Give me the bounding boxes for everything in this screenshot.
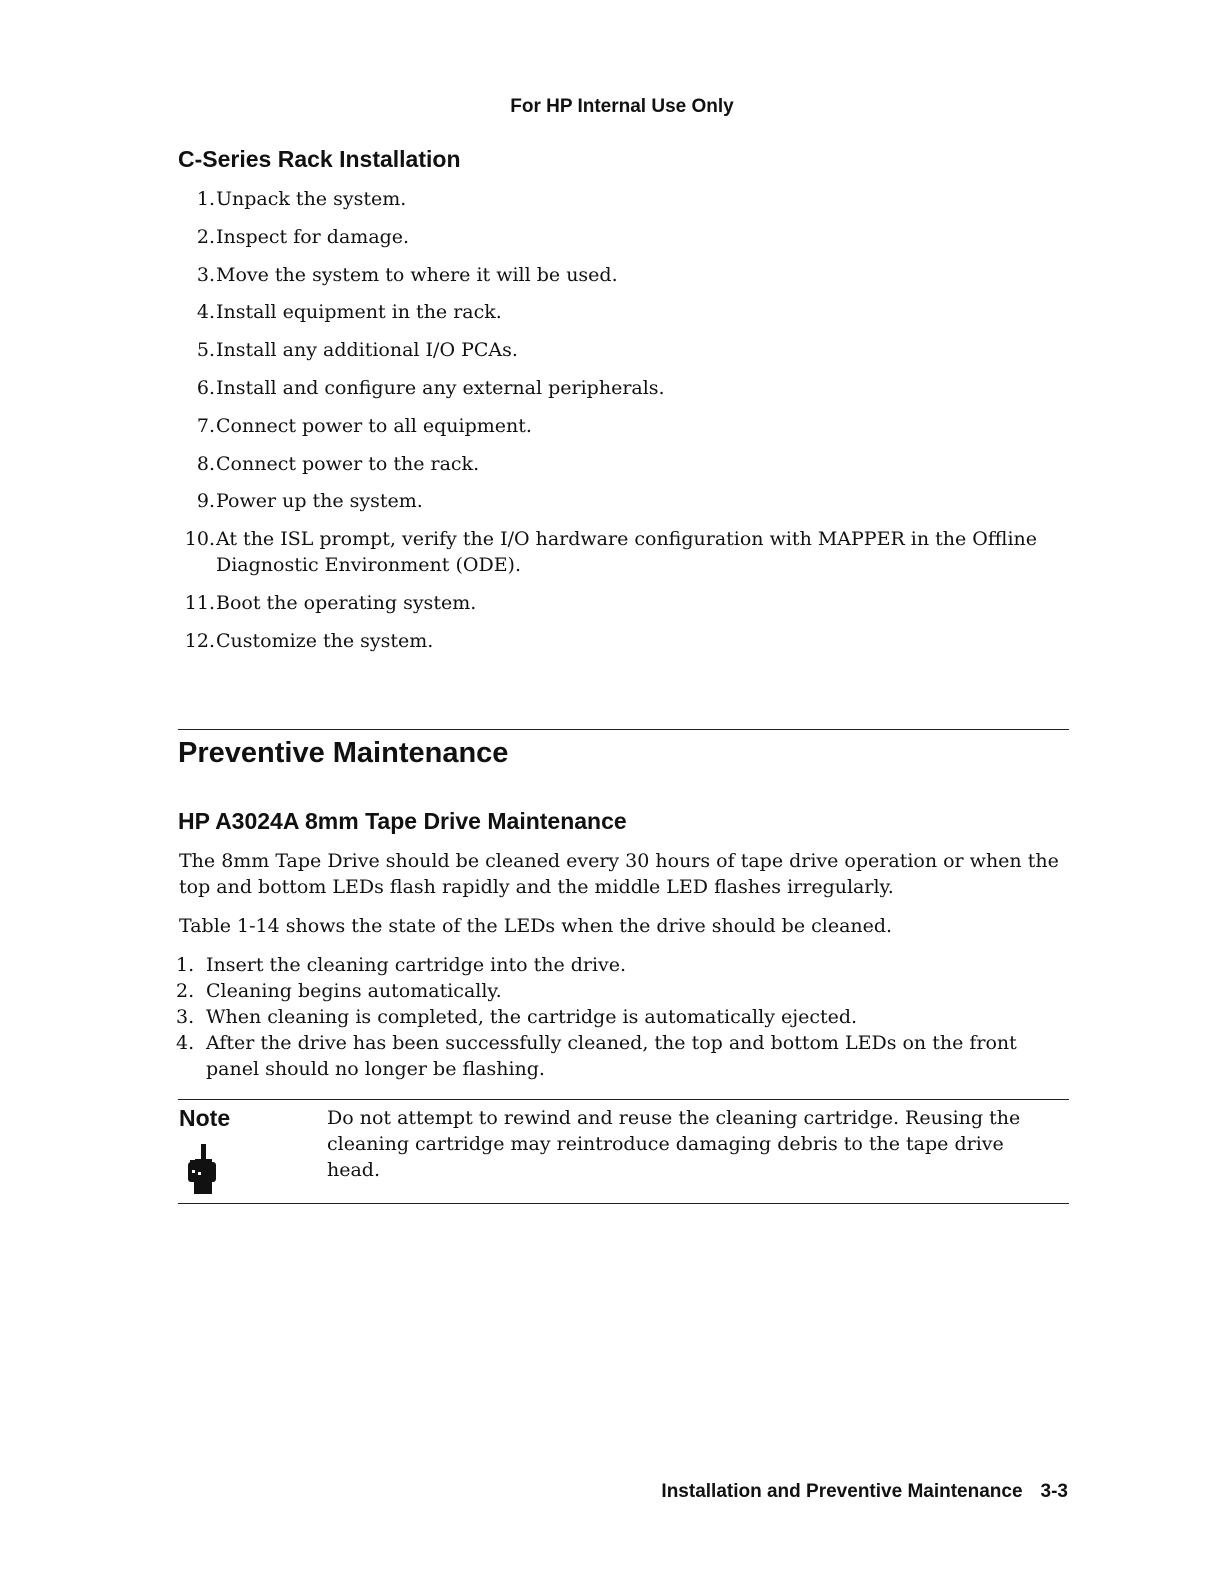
step-number: 8. [196, 452, 215, 475]
note-bottom-rule [178, 1203, 1069, 1204]
page-footer [661, 1481, 1068, 1503]
step-text: Inspect for damage. [216, 225, 410, 248]
confidential-header: For HP Internal Use Only [510, 96, 734, 117]
list-item [176, 1030, 1066, 1082]
step-number: 5. [196, 339, 215, 362]
table-reference: Table 1-14 shows the state of the LEDs when the drive should be cleaned. [179, 915, 893, 937]
note-label: Note [179, 1105, 231, 1131]
step-number: 4. [176, 1032, 195, 1054]
section-divider [178, 729, 1069, 730]
step-number: 10. [184, 528, 215, 551]
step-text: Install equipment in the rack. [216, 301, 502, 324]
footer-chapter: Installation and Preventive Maintenance [661, 1481, 1023, 1502]
list-item [172, 186, 1062, 212]
page-number: 3-3 [1040, 1481, 1068, 1502]
step-number: 11. [184, 591, 215, 614]
list-item [172, 526, 1062, 578]
step-text: When cleaning is completed, the cartridge is automatically ejected. [206, 1006, 858, 1028]
step-text: After the drive has been successfully cleaned, the top and bottom LEDs on the front panel should no longer be flashing. [206, 1032, 1017, 1080]
list-item [172, 590, 1062, 616]
step-number: 1. [196, 188, 215, 210]
step-text: Cleaning begins automatically. [206, 980, 502, 1002]
step-text: Connect power to the rack. [216, 452, 480, 475]
step-number: 9. [196, 490, 215, 513]
step-number: 2. [176, 980, 195, 1002]
list-item [172, 628, 1062, 654]
list-item [176, 1004, 1066, 1030]
list-item [176, 952, 1066, 978]
pointing-hand-icon [186, 1140, 220, 1200]
list-item [176, 978, 1066, 1004]
list-item [172, 299, 1062, 325]
tape-drive-intro: The 8mm Tape Drive should be cleaned every 30 hours of tape drive operation or when the top and bottom LEDs flash rapidly and the middle LED flashes irregularly. [179, 850, 1059, 898]
step-number: 3. [176, 1006, 195, 1028]
note-text: Do not attempt to rewind and reuse the cleaning cartridge. Reusing the cleaning cartridge may reintroduce damaging debris to the tape drive head. [327, 1107, 1021, 1181]
step-number: 4. [196, 301, 215, 324]
step-text: At the ISL prompt, verify the I/O hardware configuration with MAPPER in the Offline Diagnostic Environment (ODE). [216, 528, 1038, 577]
list-item [172, 375, 1062, 401]
list-item [172, 224, 1062, 250]
step-text: Install any additional I/O PCAs. [216, 339, 518, 362]
note-top-rule [178, 1099, 1069, 1100]
subsection-title-tape-drive: HP A3024A 8mm Tape Drive Maintenance [178, 808, 627, 834]
step-text: Boot the operating system. [216, 591, 477, 614]
step-number: 12. [184, 629, 215, 652]
step-text: Move the system to where it will be used. [216, 263, 618, 286]
section-title-preventive-maintenance: Preventive Maintenance [178, 737, 509, 769]
list-item [172, 413, 1062, 439]
step-text: Install and configure any external peripherals. [216, 376, 665, 399]
list-item [172, 451, 1062, 477]
cleaning-steps [176, 952, 1066, 1082]
step-number: 3. [196, 263, 215, 286]
list-item [172, 337, 1062, 363]
list-item [172, 262, 1062, 288]
step-text: Customize the system. [216, 629, 434, 652]
step-text: Power up the system. [216, 490, 423, 513]
list-item [172, 488, 1062, 514]
step-number: 1. [176, 954, 195, 976]
step-text: Insert the cleaning cartridge into the drive. [206, 954, 627, 976]
step-number: 6. [196, 376, 215, 399]
step-text: Connect power to all equipment. [216, 414, 532, 437]
rack-installation-steps [172, 186, 1062, 666]
step-number: 7. [196, 414, 215, 437]
step-number: 2. [196, 225, 215, 248]
section-title-rack-installation: C-Series Rack Installation [178, 146, 461, 172]
step-text: Unpack the system. [216, 188, 407, 210]
